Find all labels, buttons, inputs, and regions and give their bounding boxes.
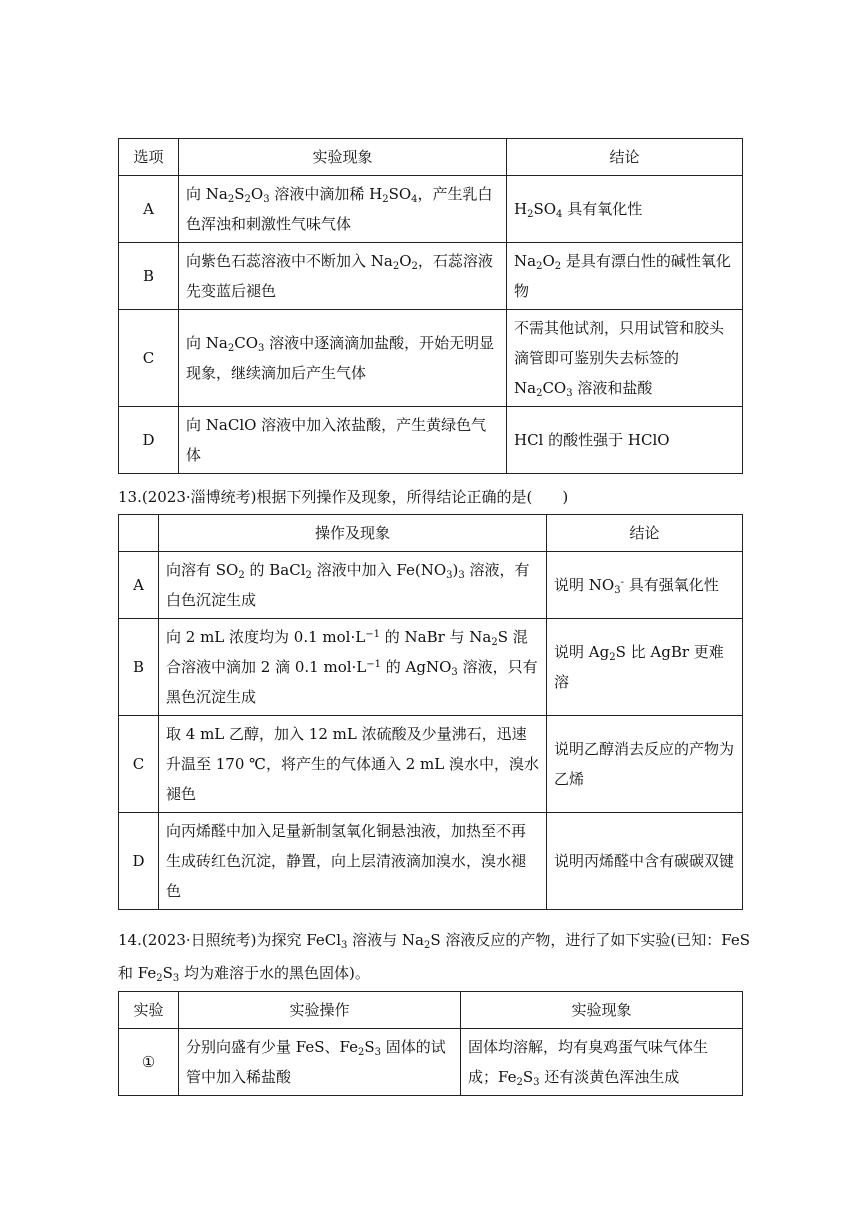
phenomenon-cell: 向紫色石蕊溶液中不断加入 $Na_2O_2$，石蕊溶液先变蓝后褪色 [179, 243, 507, 310]
operation-cell: 向溶有 $SO_2$ 的 BaCl$_2$ 溶液中加入 $Fe(NO_3)_3$ 溶液，有白色沉淀生成 [159, 552, 547, 619]
phenomenon-cell: 向 $Na_2CO_3$ 溶液中逐滴滴加盐酸，开始无明显现象，继续滴加后产生气体 [179, 310, 507, 407]
table-header-row [119, 515, 743, 552]
conclusion-cell: 说明 $NO_3^-$ 具有强氧化性 [547, 552, 743, 619]
header-conclusion: 结论 [547, 515, 743, 552]
option-label: A [119, 552, 159, 619]
table-row [119, 552, 743, 619]
conclusion-cell: 不需其他试剂，只用试管和胶头滴管即可鉴别失去标签的 $Na_2CO_3$ 溶液和盐酸 [507, 310, 743, 407]
header-operation: 操作及现象 [159, 515, 547, 552]
table-row [119, 716, 743, 813]
table-row [119, 619, 743, 716]
table-row [119, 407, 743, 474]
option-label: B [119, 619, 159, 716]
option-label: D [119, 813, 159, 910]
phenomenon-cell: 向 NaClO 溶液中加入浓盐酸，产生黄绿色气体 [179, 407, 507, 474]
table-row [119, 243, 743, 310]
operation-cell: 分别向盛有少量 FeS、$Fe_2S_3$ 固体的试管中加入稀盐酸 [179, 1029, 461, 1096]
operation-cell: 向 2 mL 浓度均为 0.1 $mol\cdot L^{-1}$ 的 NaBr 与 $Na_2S$ 混合溶液中滴加 2 滴 0.1 $mol\cdot L^{-1}$ 的 AgNO$_3$ 溶液，只有黑色沉淀生成 [159, 619, 547, 716]
table-row [119, 1029, 743, 1096]
table-header-row [119, 139, 743, 176]
conclusion-cell: HCl 的酸性强于 HClO [507, 407, 743, 474]
table-row [119, 813, 743, 910]
experiment-table-3 [118, 991, 743, 1096]
option-label: B [119, 243, 179, 310]
conclusion-cell: 说明 $Ag_2S$ 比 AgBr 更难溶 [547, 619, 743, 716]
header-option: 选项 [119, 139, 179, 176]
option-label: C [119, 716, 159, 813]
option-label: C [119, 310, 179, 407]
conclusion-cell: 说明乙醇消去反应的产物为乙烯 [547, 716, 743, 813]
conclusion-cell: $H_2SO_4$ 具有氧化性 [507, 176, 743, 243]
operation-cell: 取 4 mL 乙醇，加入 12 mL 浓硫酸及少量沸石，迅速升温至 170 ℃，将产生的气体通入 2 mL 溴水中，溴水褪色 [159, 716, 547, 813]
operation-cell: 向丙烯醛中加入足量新制氢氧化铜悬浊液，加热至不再生成砖红色沉淀，静置，向上层清液滴加溴水，溴水褪色 [159, 813, 547, 910]
header-option [119, 515, 159, 552]
experiment-table-2 [118, 514, 743, 910]
phenomenon-cell: 固体均溶解，均有臭鸡蛋气味气体生成；$Fe_2S_3$ 还有淡黄色浑浊生成 [461, 1029, 743, 1096]
header-experiment: 实验 [119, 992, 179, 1029]
experiment-number: ① [119, 1029, 179, 1096]
header-phenomenon: 实验现象 [461, 992, 743, 1029]
option-label: A [119, 176, 179, 243]
header-operation: 实验操作 [179, 992, 461, 1029]
header-phenomenon: 实验现象 [179, 139, 507, 176]
header-conclusion: 结论 [507, 139, 743, 176]
table-header-row [119, 992, 743, 1029]
question-14-stem: 14.(2023·日照统考)为探究 FeCl$_3$ 溶液与 $Na_2S$ 溶液反应的产物，进行了如下实验(已知：FeS 和 $Fe_2S_3$ 均为难溶于水的黑色固体)。 [118, 931, 751, 984]
conclusion-cell: $Na_2O_2$ 是具有漂白性的碱性氧化物 [507, 243, 743, 310]
experiment-table-1 [118, 138, 743, 474]
phenomenon-cell: 向 $Na_2S_2O_3$ 溶液中滴加稀 $H_2SO_4$，产生乳白色浑浊和刺激性气味气体 [179, 176, 507, 243]
conclusion-cell: 说明丙烯醛中含有碳碳双键 [547, 813, 743, 910]
question-13-stem: 13.(2023·淄博统考)根据下列操作及现象，所得结论正确的是( ) [118, 488, 569, 506]
table-row [119, 310, 743, 407]
table-row [119, 176, 743, 243]
option-label: D [119, 407, 179, 474]
